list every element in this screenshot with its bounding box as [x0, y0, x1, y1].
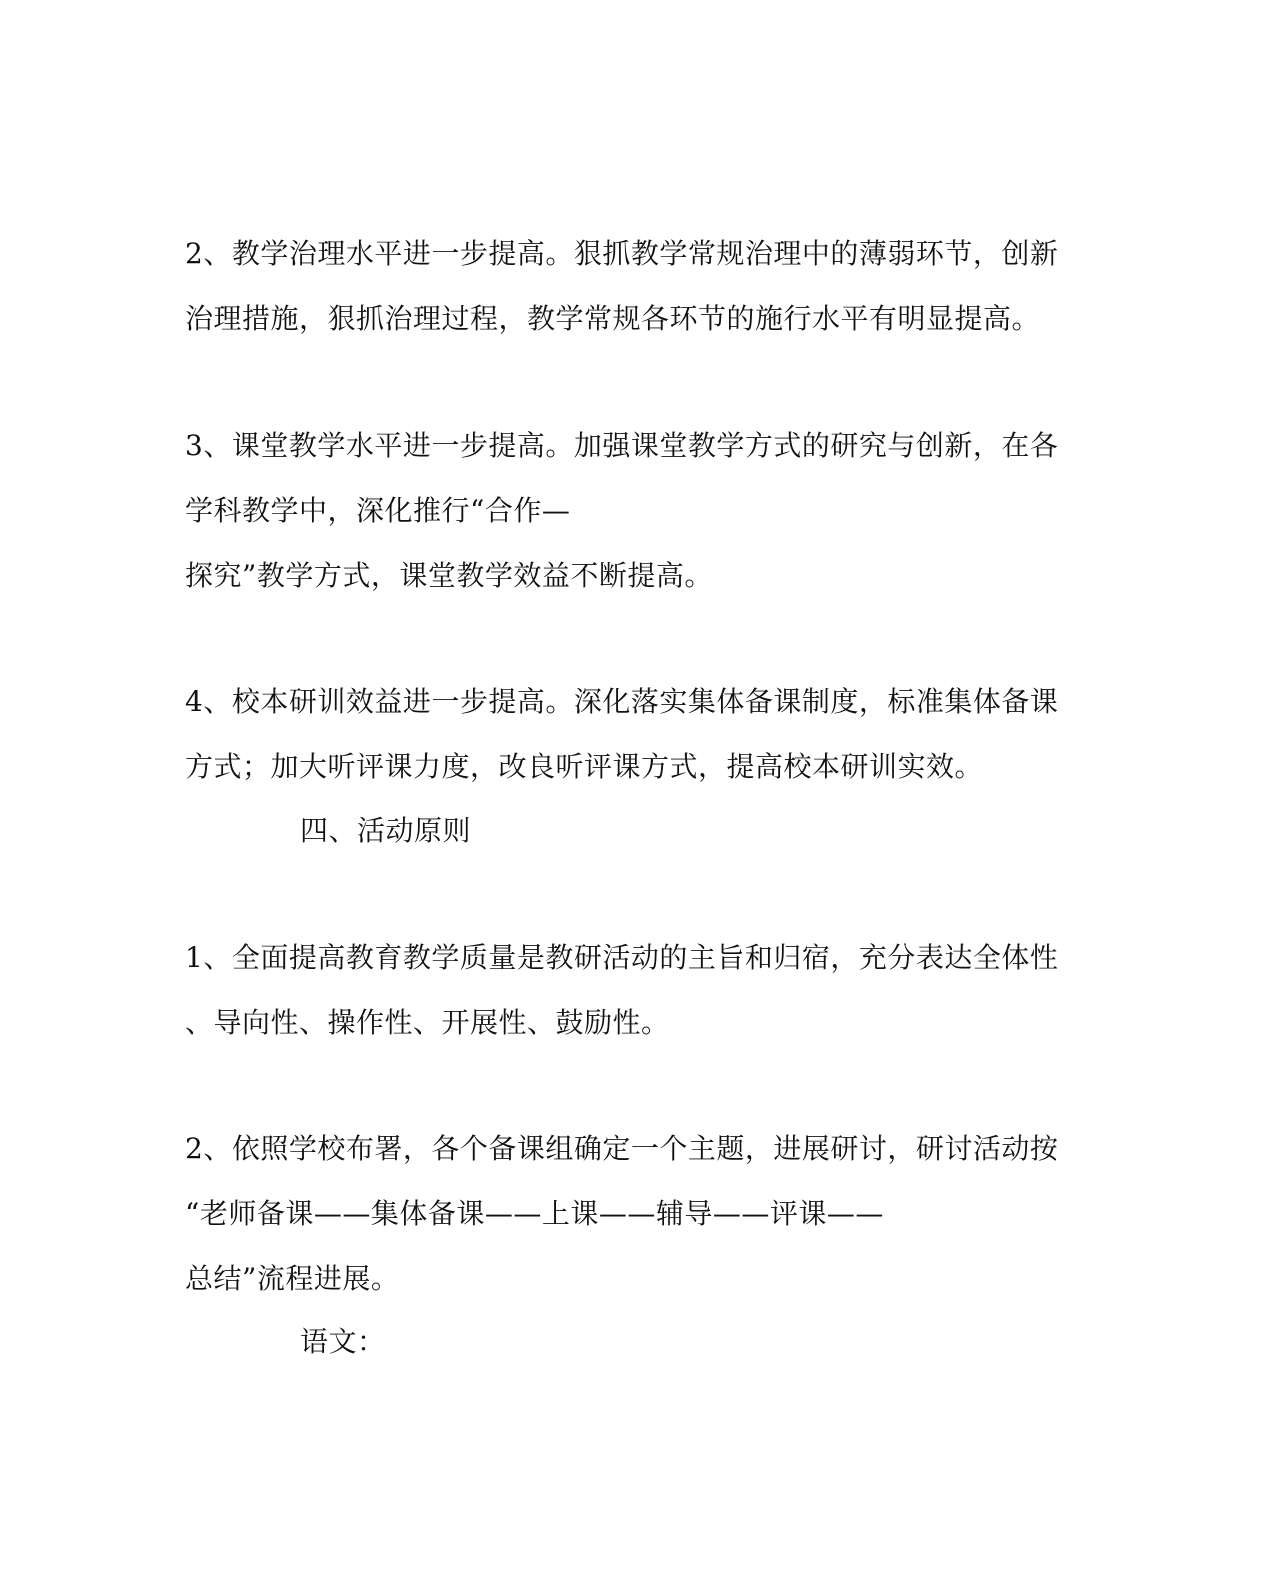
principle-2-line-3: 总结”流程进展。: [185, 1262, 400, 1295]
paragraph-3-line-3: 探究”教学方式，课堂教学效益不断提高。: [185, 559, 713, 592]
paragraph-4-line-1: 4、校本研训效益进一步提高。深化落实集体备课制度，标准集体备课: [185, 685, 1059, 718]
section-heading-activity-principles: 四、活动原则: [300, 814, 472, 847]
principle-1-line-2: 、导向性、操作性、开展性、鼓励性。: [185, 1006, 670, 1039]
paragraph-3-line-2: 学科教学中，深化推行“合作—: [185, 494, 571, 527]
paragraph-2-line-2: 治理措施，狠抓治理过程，教学常规各环节的施行水平有明显提高。: [185, 302, 1041, 335]
paragraph-3-line-1: 3、课堂教学水平进一步提高。加强课堂教学方式的研究与创新，在各: [185, 429, 1059, 462]
paragraph-4-line-2: 方式；加大听评课力度，改良听评课方式，提高校本研训实效。: [185, 750, 984, 783]
principle-2-line-2: “老师备课——集体备课——上课——辅导——评课——: [185, 1197, 884, 1230]
principle-1-line-1: 1、全面提高教育教学质量是教研活动的主旨和归宿，充分表达全体性: [185, 941, 1059, 974]
paragraph-2-line-1: 2、教学治理水平进一步提高。狠抓教学常规治理中的薄弱环节，创新: [185, 237, 1059, 270]
subject-heading-chinese: 语文：: [300, 1325, 386, 1358]
principle-2-line-1: 2、依照学校布署，各个备课组确定一个主题，进展研讨，研讨活动按: [185, 1132, 1059, 1165]
